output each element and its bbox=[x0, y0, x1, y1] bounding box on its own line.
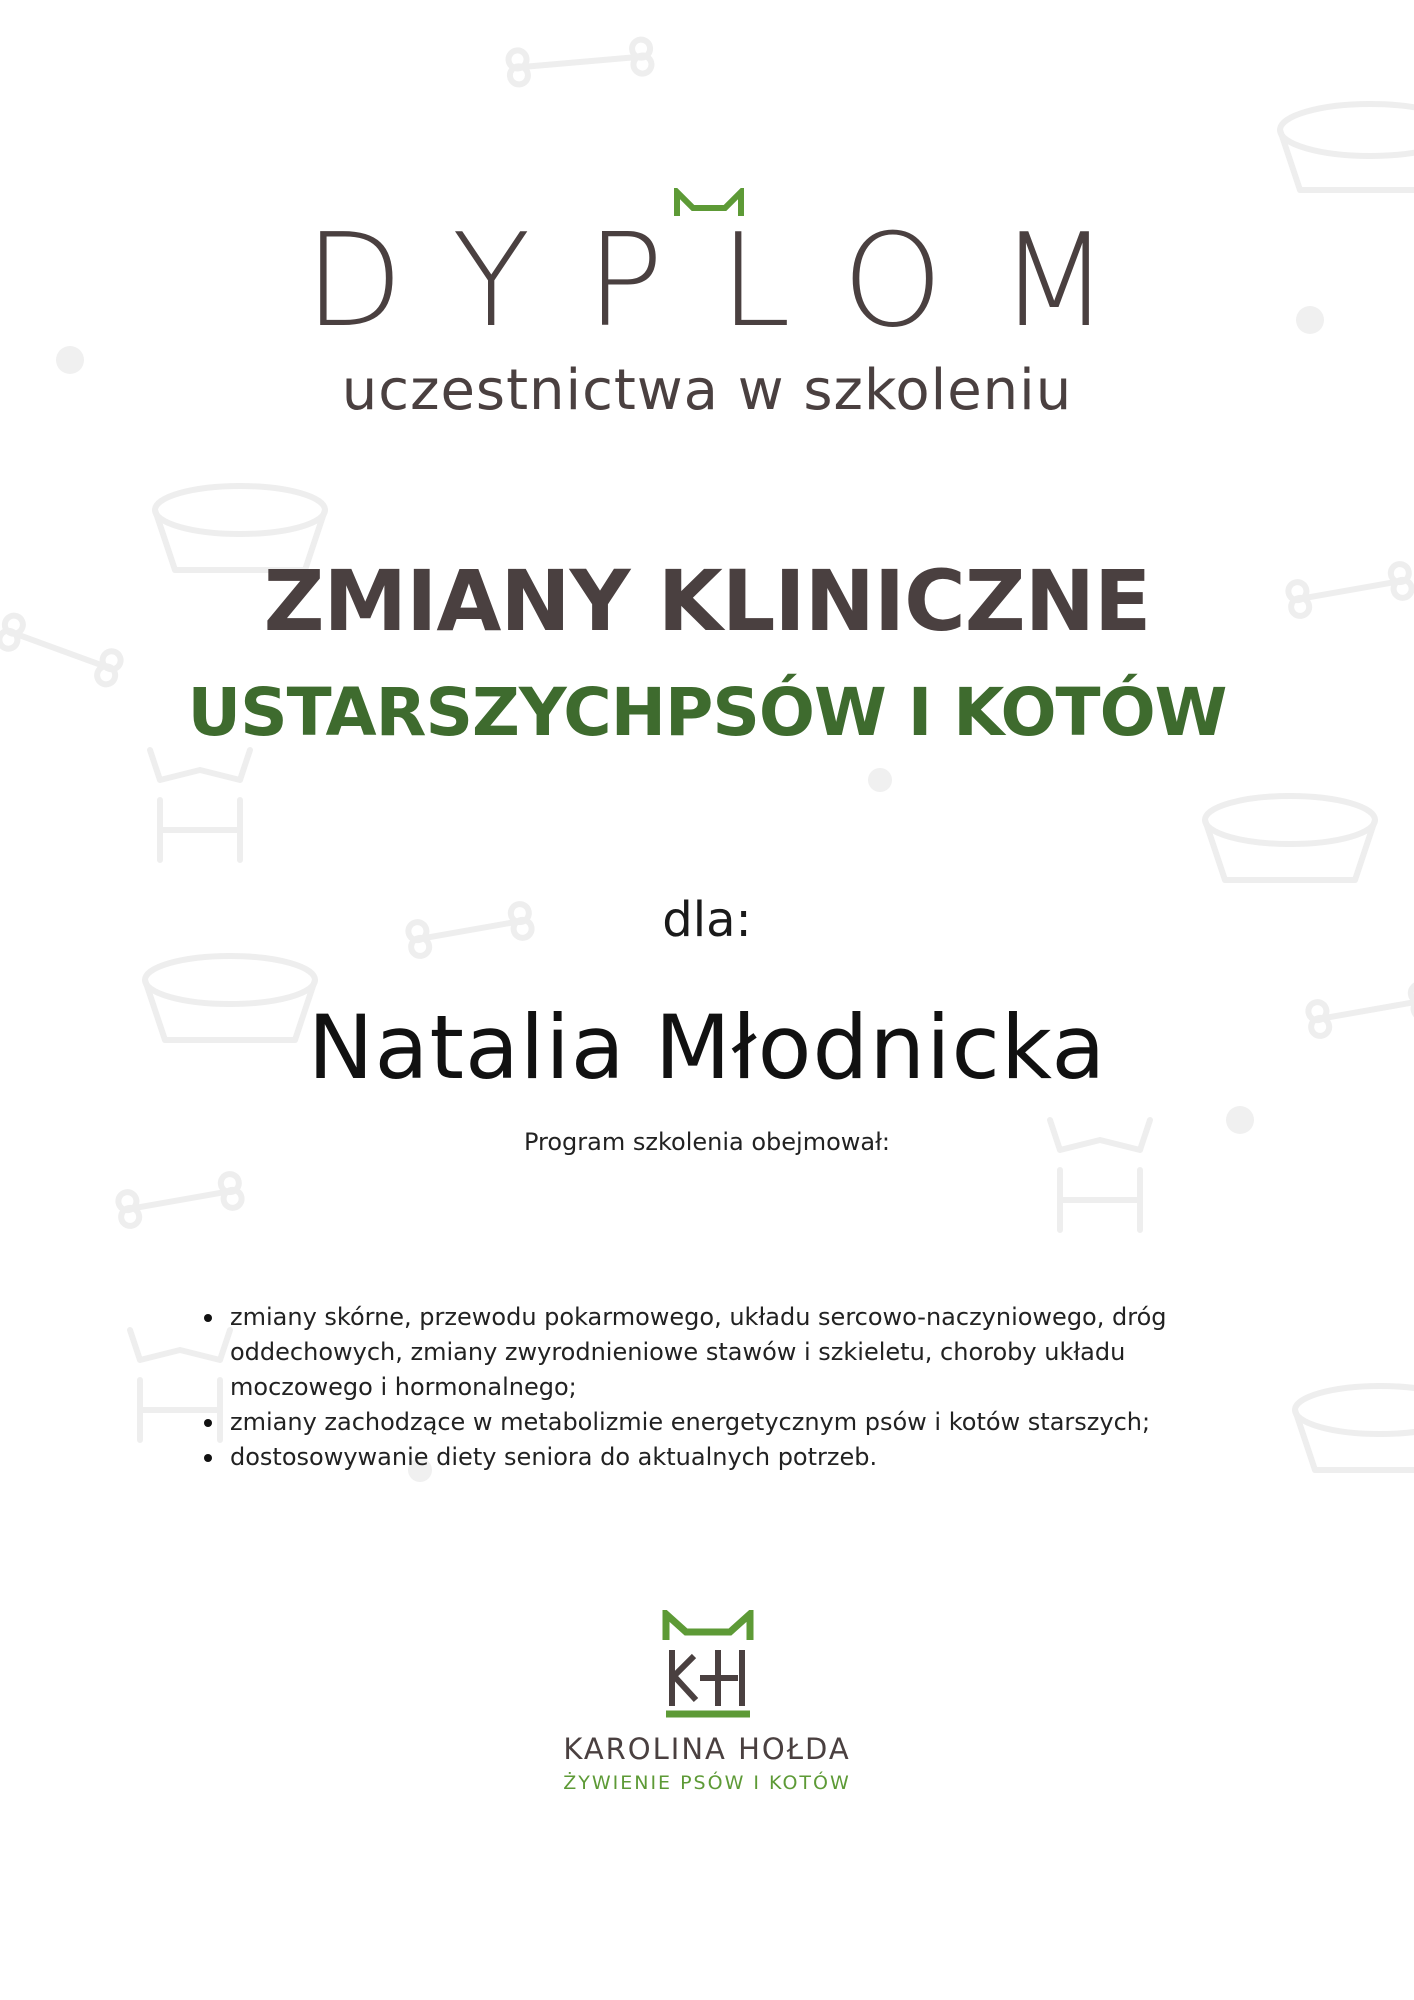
recipient-name: Natalia Młodnicka bbox=[307, 996, 1107, 1099]
diploma-subtitle: uczestnictwa w szkoleniu bbox=[341, 358, 1073, 423]
course-title: ZMIANY KLINICZNE bbox=[263, 552, 1151, 650]
kh-cat-crown-logo-icon bbox=[660, 1610, 756, 1720]
program-item: dostosowywanie diety seniora do aktualnych potrzeb. bbox=[230, 1440, 1180, 1475]
program-list bbox=[230, 1300, 1180, 1475]
brand-name: KAROLINA HOŁDA bbox=[563, 1732, 851, 1766]
recipient-label: dla: bbox=[662, 892, 752, 948]
program-label: Program szkolenia obejmował: bbox=[523, 1128, 891, 1156]
program-item: zmiany zachodzące w metabolizmie energetycznym psów i kotów starszych; bbox=[230, 1405, 1180, 1440]
program-item: zmiany skórne, przewodu pokarmowego, układu sercowo-naczyniowego, dróg oddechowych, zmiany zwyrodnieniowe stawów i szkieletu, choroby układu moczowego i hormonalnego; bbox=[230, 1300, 1180, 1405]
diploma-title: DYPLOM bbox=[304, 207, 1166, 356]
course-subtitle: USTARSZYCHPSÓW I KOTÓW bbox=[187, 674, 1227, 751]
brand-tagline: ŻYWIENIE PSÓW I KOTÓW bbox=[563, 1772, 851, 1794]
